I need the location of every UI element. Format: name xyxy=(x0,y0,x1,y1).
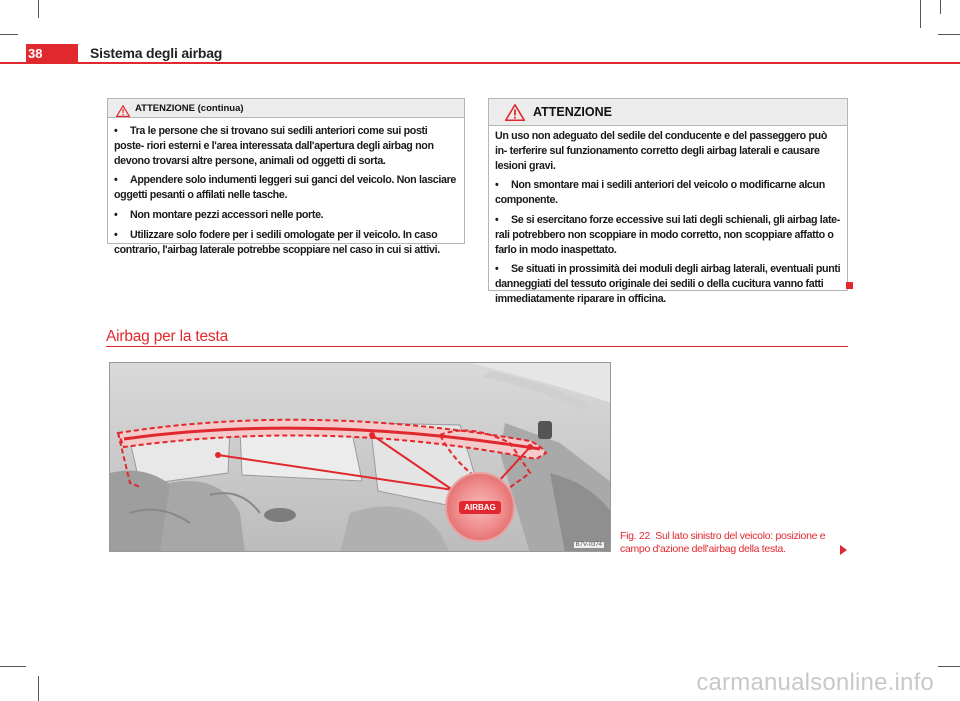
bullet xyxy=(114,174,130,186)
figure-caption xyxy=(620,530,850,555)
warning-title: ATTENZIONE xyxy=(533,105,612,119)
warning-body xyxy=(489,126,847,316)
warning-item: • Tra le persone che si trovano sui sedili anteriori come sui posti poste- riori esterni e l'area interessata dall'apertura degli airbag non devono trovarsi altre persone, animali od oggetti di sorta. xyxy=(114,124,458,168)
bullet xyxy=(495,214,511,226)
section-title: Airbag per la testa xyxy=(106,328,228,345)
running-head: Sistema degli airbag xyxy=(90,45,223,61)
caption-text: Sul lato sinistro del veicolo: posizione e campo d'azione dell'airbag della testa. xyxy=(620,530,826,555)
watermark: carmanualsonline.info xyxy=(696,669,934,696)
next-page-arrow-icon xyxy=(840,545,847,555)
warning-body xyxy=(108,118,464,266)
warning-header xyxy=(489,99,847,126)
bullet xyxy=(114,229,130,241)
warning-title: ATTENZIONE (continua) xyxy=(135,102,244,114)
warning-item: • Appendere solo indumenti leggeri sui ganci del veicolo. Non lasciare oggetti pesanti o affilati nelle tasche. xyxy=(114,173,458,203)
warning-intro: Un uso non adeguato del sedile del conducente e del passeggero può in- terferire sul funzionamento corretto degli airbag laterali e causare lesioni gravi. xyxy=(495,130,828,172)
warning-header xyxy=(108,99,464,118)
airbag-badge-label: AIRBAG xyxy=(464,503,496,512)
warning-item: • Non smontare mai i sedili anteriori del veicolo o modificarne alcun componente. xyxy=(495,178,841,208)
bullet xyxy=(495,263,511,275)
warning-item: • Se situati in prossimità dei moduli degli airbag laterali, eventuali punti danneggiati del tessuto originale dei sedili o della cucitura vanno fatti immediatamente riparare in officina. xyxy=(495,262,841,306)
bullet xyxy=(114,209,130,221)
warning-item: • Utilizzare solo fodere per i sedili omologate per il veicolo. In caso contrario, l'airbag laterale potrebbe scoppiare nel caso in cui si attivi. xyxy=(114,228,458,258)
warning-item: • Se si esercitano forze eccessive sui lati degli schienali, gli airbag late- rali potrebbero non scoppiare in modo corretto, non scoppiare affatto o farlo in modo inaspettato. xyxy=(495,213,841,257)
warning-triangle-icon xyxy=(505,104,525,121)
end-of-section-icon xyxy=(846,282,853,289)
car-interior-illustration xyxy=(110,363,611,552)
warning-item: • Non montare pezzi accessori nelle porte. xyxy=(114,208,458,223)
caption-label: Fig. 22 xyxy=(620,530,650,542)
bullet xyxy=(114,125,130,137)
page-number: 38 xyxy=(26,44,78,64)
warning-box xyxy=(488,98,848,305)
figure-code: B7V-0374 xyxy=(575,542,602,548)
warning-box-continued xyxy=(107,98,465,256)
section-rule xyxy=(106,346,848,347)
header-rule xyxy=(0,62,960,64)
airbag-figure xyxy=(109,362,611,552)
warning-triangle-icon xyxy=(116,102,130,114)
bullet xyxy=(495,179,511,191)
